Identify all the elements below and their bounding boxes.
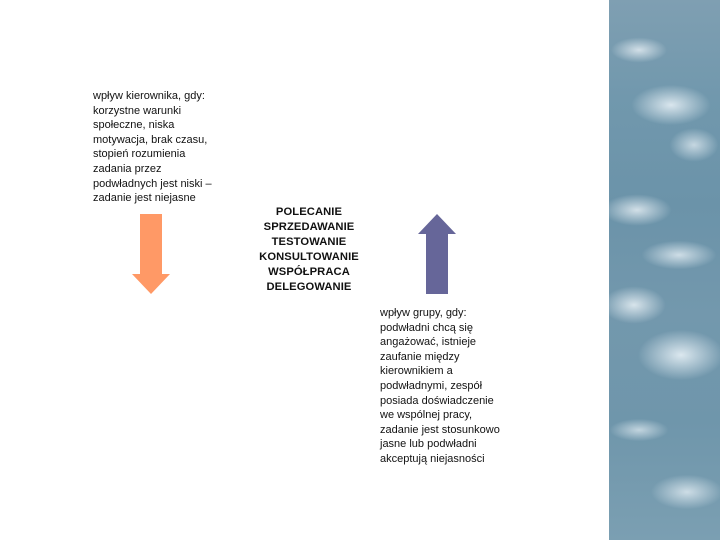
arrow-down-icon (132, 214, 170, 294)
style-testowanie: TESTOWANIE (271, 236, 347, 249)
style-delegowanie: DELEGOWANIE (266, 281, 352, 294)
leader-influence-text: wpływ kierownika, gdy: korzystne warunki społeczne, niska motywacja, brak czasu, stopień rozumienia zadania przez podwładnych jest niski – zadanie jest niejasne (93, 90, 212, 205)
style-wspolpraca: WSPÓŁPRACA (268, 266, 350, 279)
arrow-up-icon (418, 214, 456, 294)
sky-background-panel (609, 0, 720, 540)
style-sprzedawanie: SPRZEDAWANIE (263, 221, 355, 234)
style-polecanie: POLECANIE (275, 206, 343, 218)
leadership-styles-list (246, 205, 372, 296)
group-influence-text: wpływ grupy, gdy: podwładni chcą się angażować, istnieje zaufanie między kierownikiem a podwładnymi, zespół posiada doświadczenie we wspólnej pracy, zadanie jest stosunkowo jasne lub podwładni akceptują niejasności (380, 307, 500, 465)
style-konsultowanie: KONSULTOWANIE (259, 251, 359, 264)
down-arrow-shape (132, 214, 170, 294)
up-arrow-shape (418, 214, 456, 294)
